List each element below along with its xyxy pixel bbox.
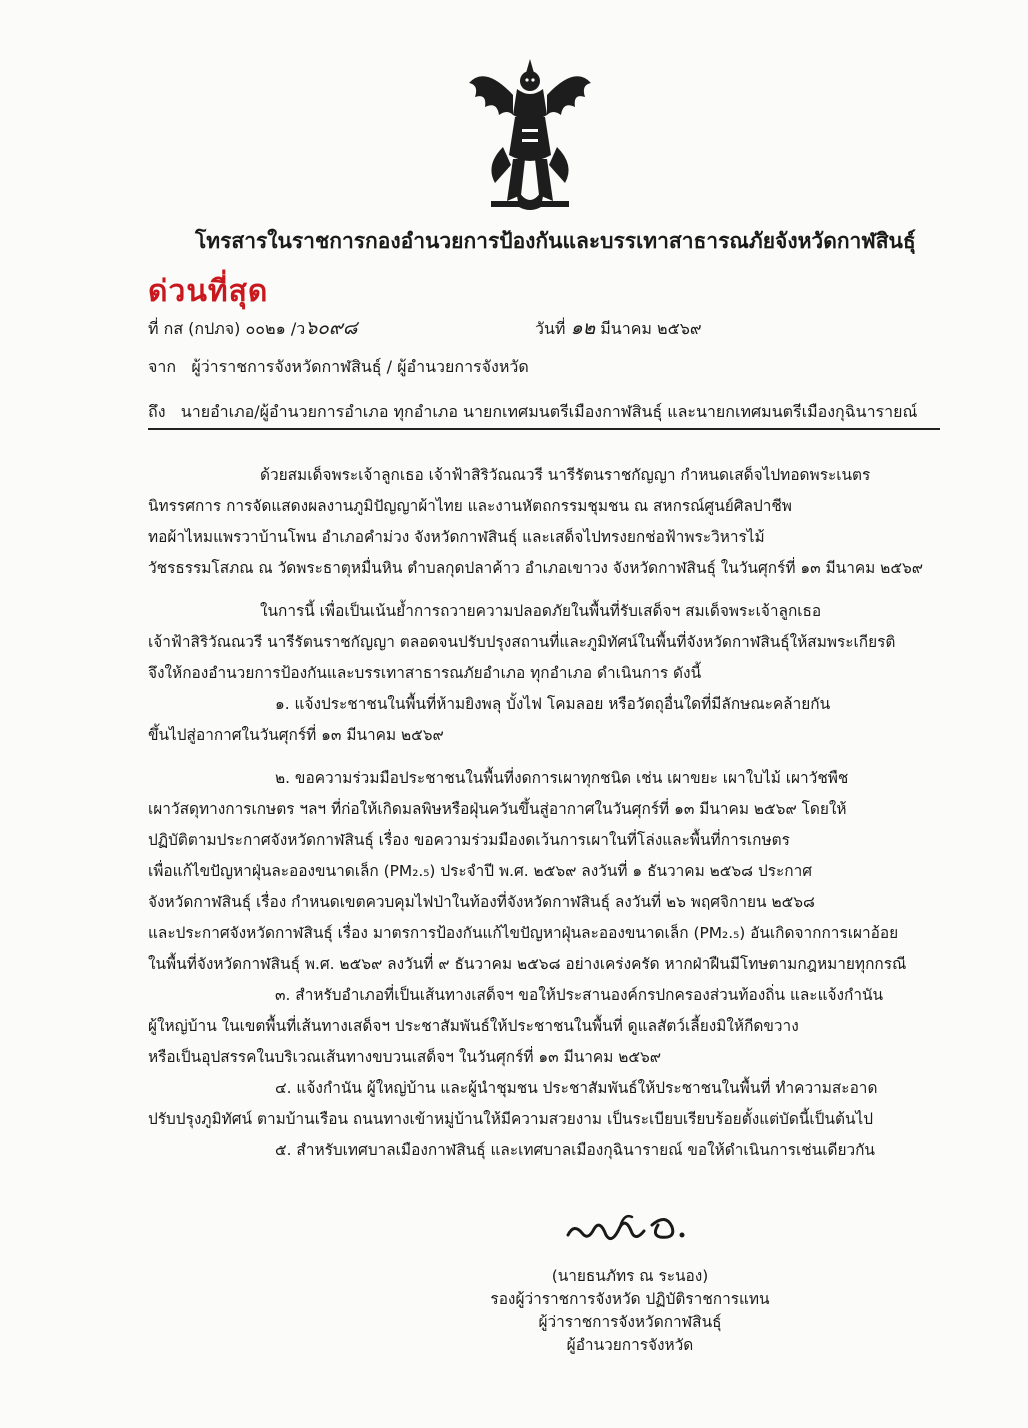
garuda-emblem-icon [455, 55, 605, 215]
signer-block [470, 1265, 790, 1357]
body-line: นิทรรศการ การจัดแสดงผลงานภูมิปัญญาผ้าไทย และงานหัตถกรรมชุมชน ณ สหกรณ์ศูนย์ศิลปาชีพ [148, 497, 792, 515]
document-body [148, 460, 940, 1166]
reference-handwritten-number: ๖๐๙๘ [305, 317, 358, 339]
body-line: ๔. แจ้งกำนัน ผู้ใหญ่บ้าน และผู้นำชุมชน ประชาสัมพันธ์ให้ประชาชนในพื้นที่ ทำความสะอาด [275, 1079, 878, 1097]
body-line: ๓. สำหรับอำเภอที่เป็นเส้นทางเสด็จฯ ขอให้ประสานองค์กรปกครองส่วนท้องถิ่น และแจ้งกำนัน [275, 986, 884, 1004]
body-line: เจ้าฟ้าสิริวัณณวรี นารีรัตนราชกัญญา ตลอดจนปรับปรุงสถานที่และภูมิทัศน์ในพื้นที่จังหวัดกาฬสินธุ์ให้สมพระเกียรติ [148, 633, 896, 651]
document-date [535, 313, 702, 343]
body-line: เพื่อแก้ไขปัญหาฝุ่นละอองขนาดเล็ก (PM₂.₅) ประจำปี พ.ศ. ๒๕๖๙ ลงวันที่ ๑ ธันวาคม ๒๕๖๘ ประกาศ [148, 862, 812, 880]
body-line: ปรับปรุงภูมิทัศน์ ตามบ้านเรือน ถนนทางเข้าหมู่บ้านให้มีความสวยงาม เป็นระเบียบเรียบร้อยตั้งแต่บัดนี้เป็นต้นไป [148, 1110, 873, 1128]
to-line [148, 400, 917, 425]
from-label: จาก [148, 357, 177, 376]
body-line: ทอผ้าไหมแพรวาบ้านโพน อำเภอคำม่วง จังหวัดกาฬสินธุ์ และเสด็จไปทรงยกช่อฟ้าพระวิหารไม้ [148, 528, 765, 546]
body-line: ๑. แจ้งประชาชนในพื้นที่ห้ามยิงพลุ บั้งไฟ โคมลอย หรือวัตถุอื่นใดที่มีลักษณะคล้ายกัน [275, 695, 831, 713]
body-line: ในพื้นที่จังหวัดกาฬสินธุ์ พ.ศ. ๒๕๖๙ ลงวันที่ ๙ ธันวาคม ๒๕๖๘ อย่างเคร่งครัด หากฝ่าฝืนมีโทษตามกฎหมายทุกกรณี [148, 955, 907, 973]
body-line: ในการนี้ เพื่อเป็นเน้นย้ำการถวายความปลอดภัยในพื้นที่รับเสด็จฯ สมเด็จพระเจ้าลูกเธอ [260, 602, 822, 620]
signer-name: (นายธนภัทร ณ ระนอง) [551, 1267, 709, 1285]
date-label: วันที่ [535, 319, 566, 338]
body-line: ปฏิบัติตามประกาศจังหวัดกาฬสินธุ์ เรื่อง ขอความร่วมมืองดเว้นการเผาในที่โล่งและพื้นที่การเกษตร [148, 831, 790, 849]
body-line: และประกาศจังหวัดกาฬสินธุ์ เรื่อง มาตรการป้องกันแก้ไขปัญหาฝุ่นละอองขนาดเล็ก (PM₂.₅) อันเกิดจากการเผาอ้อย [148, 924, 899, 942]
reference-label: ที่ กส (กปภจ) ๐๐๒๑ /ว [148, 319, 306, 338]
reference-number [148, 313, 357, 343]
to-label: ถึง [148, 402, 166, 421]
signer-position: รองผู้ว่าราชการจังหวัด ปฏิบัติราชการแทน [490, 1290, 770, 1308]
body-line: ๒. ขอความร่วมมือประชาชนในพื้นที่งดการเผาทุกชนิด เช่น เผาขยะ เผาใบไม้ เผาวัชพืช [275, 769, 849, 787]
date-day: ๑๒ [570, 317, 596, 339]
signer-position: ผู้อำนวยการจังหวัด [566, 1336, 694, 1354]
document-title: โทรสารในราชการกองอำนวยการป้องกันและบรรเทาสาธารณภัยจังหวัดกาฬสินธุ์ [195, 229, 916, 253]
body-line: เผาวัสดุทางการเกษตร ฯลฯ ที่ก่อให้เกิดมลพิษหรือฝุ่นควันขึ้นสู่อากาศในวันศุกร์ที่ ๑๓ มีนาคม ๒๕๖๙ โดยให้ [148, 800, 847, 818]
from-line [148, 355, 529, 380]
body-line: ขึ้นไปสู่อากาศในวันศุกร์ที่ ๑๓ มีนาคม ๒๕๖๙ [148, 726, 444, 744]
divider [148, 428, 940, 430]
body-line: หรือเป็นอุปสรรคในบริเวณเส้นทางขบวนเสด็จฯ ในวันศุกร์ที่ ๑๓ มีนาคม ๒๕๖๙ [148, 1048, 662, 1066]
signer-position: ผู้ว่าราชการจังหวัดกาฬสินธุ์ [538, 1313, 722, 1331]
body-line: ด้วยสมเด็จพระเจ้าลูกเธอ เจ้าฟ้าสิริวัณณวรี นารีรัตนราชกัญญา กำหนดเสด็จไปทอดพระเนตร [260, 466, 871, 484]
body-line: ๕. สำหรับเทศบาลเมืองกาฬสินธุ์ และเทศบาลเมืองกุฉินารายณ์ ขอให้ดำเนินการเช่นเดียวกัน [275, 1141, 875, 1159]
body-line: จึงให้กองอำนวยการป้องกันและบรรเทาสาธารณภัยอำเภอ ทุกอำเภอ ดำเนินการ ดังนี้ [148, 664, 702, 682]
signature-image [560, 1205, 690, 1250]
from-value: ผู้ว่าราชการจังหวัดกาฬสินธุ์ / ผู้อำนวยการจังหวัด [191, 357, 529, 376]
date-month-year: มีนาคม ๒๕๖๙ [600, 319, 702, 338]
body-line: จังหวัดกาฬสินธุ์ เรื่อง กำหนดเขตควบคุมไฟป่าในท้องที่จังหวัดกาฬสินธุ์ ลงวันที่ ๒๖ พฤศจิกายน ๒๕๖๘ [148, 893, 815, 911]
body-line: วัชรธรรมโสภณ ณ วัดพระธาตุหมื่นหิน ตำบลกุดปลาค้าว อำเภอเขาวง จังหวัดกาฬสินธุ์ ในวันศุกร์ที่ ๑๓ มีนาคม ๒๕๖๙ [148, 559, 924, 577]
body-line: ผู้ใหญ่บ้าน ในเขตพื้นที่เส้นทางเสด็จฯ ประชาสัมพันธ์ให้ประชาชนในพื้นที่ ดูแลสัตว์เลี้ยงมิให้กีดขวาง [148, 1017, 799, 1035]
to-value: นายอำเภอ/ผู้อำนวยการอำเภอ ทุกอำเภอ นายกเทศมนตรีเมืองกาฬสินธุ์ และนายกเทศมนตรีเมืองกุฉินารายณ์ [180, 402, 918, 421]
urgency-stamp: ด่วนที่สุด [148, 274, 269, 309]
